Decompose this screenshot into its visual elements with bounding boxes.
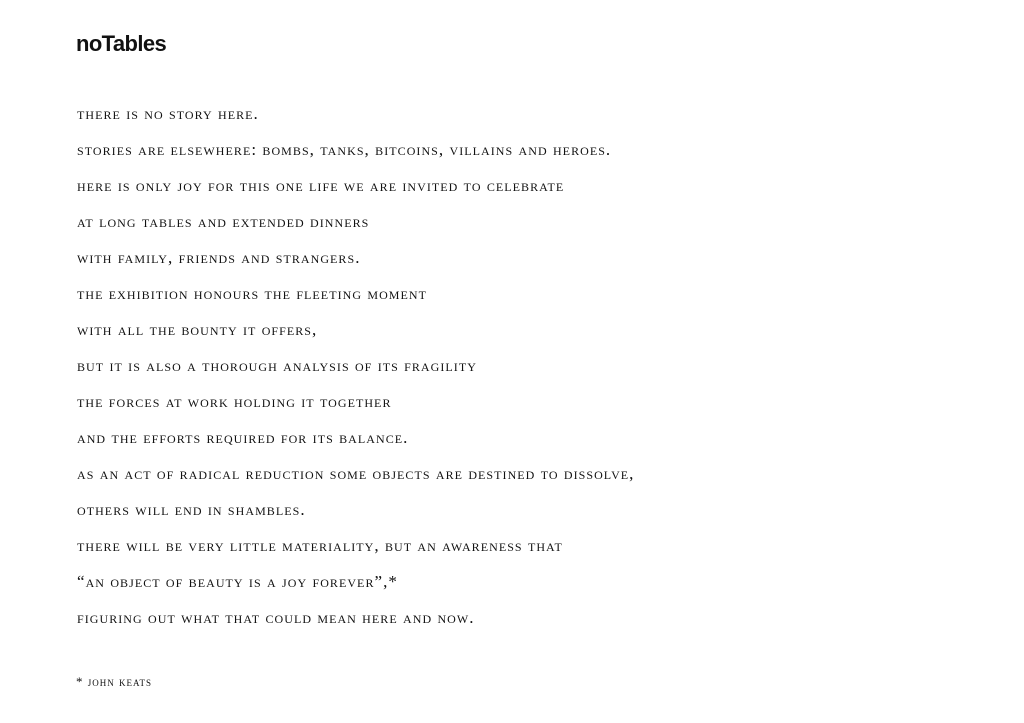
poem-line: the exhibition honours the fleeting moment <box>77 284 427 303</box>
poem-line: here is only joy for this one life we are invited to celebrate <box>77 176 565 195</box>
poem-line: there will be very little materiality, but an awareness that <box>77 536 563 555</box>
poem-line: “an object of beauty is a joy forever”,* <box>77 572 398 591</box>
poem-line: at long tables and extended dinners <box>77 212 370 231</box>
poem-line: the forces at work holding it together <box>77 392 392 411</box>
poem-line: stories are elsewhere: bombs, tanks, bitcoins, villains and heroes. <box>77 140 612 159</box>
poem-line: there is no story here. <box>77 104 259 123</box>
site-title[interactable]: noTables <box>76 31 167 56</box>
footnote-attribution: * john keats <box>76 674 153 689</box>
poem-line: with family, friends and strangers. <box>77 248 361 267</box>
poem-line: with all the bounty it offers, <box>77 320 318 339</box>
poem-line: but it is also a thorough analysis of its fragility <box>77 356 477 375</box>
poem-line: and the efforts required for its balance. <box>77 428 409 447</box>
poem-line: others will end in shambles. <box>77 500 306 519</box>
poem-line: figuring out what that could mean here and now. <box>77 608 475 627</box>
poem-text <box>77 96 634 636</box>
page-content <box>76 0 1006 723</box>
poem-line: as an act of radical reduction some objects are destined to dissolve, <box>77 464 635 483</box>
